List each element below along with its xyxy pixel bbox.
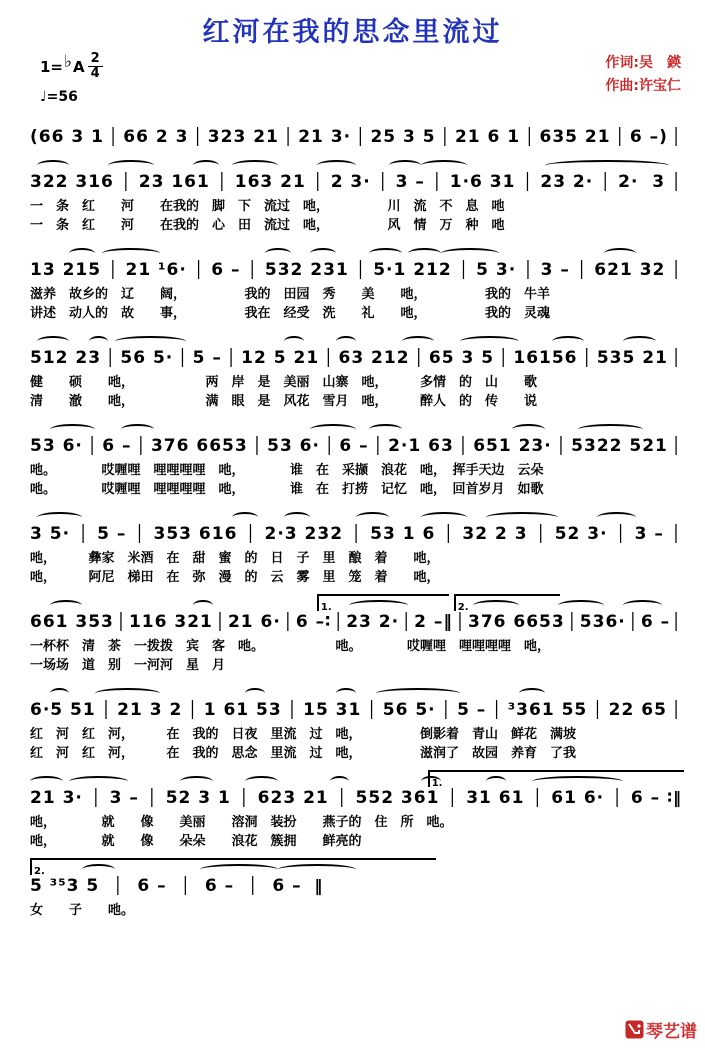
measure: 536·	[579, 612, 626, 632]
end-barline: │	[671, 524, 682, 543]
barline: │	[612, 788, 623, 807]
slur-arc-icon	[284, 336, 304, 347]
music-system-3	[30, 245, 682, 323]
measure: 6 –	[211, 260, 241, 280]
barline: │	[215, 612, 226, 631]
lyric-line-verse-2: 吔， 阿尼 梯田 在 弥 漫 的 云 雾 里 笼 着 吔，	[30, 570, 440, 585]
slur-arc-icon	[50, 600, 83, 611]
lyric-line-verse-2: 清 澈 吔， 满 眼 是 风花 雪月 吔， 醉人 的 传 说	[30, 394, 538, 409]
measure: 21 3 2	[117, 700, 183, 720]
measure: 6 –∶	[295, 612, 332, 632]
barline: │	[336, 788, 348, 807]
slur-arc-icon	[121, 424, 154, 435]
qinyipu-logo-icon	[625, 1020, 644, 1039]
measure: 163 21	[234, 172, 306, 192]
watermark	[625, 1017, 697, 1042]
barline: │	[180, 876, 192, 895]
notation-line	[30, 597, 682, 632]
barline: │	[614, 127, 626, 146]
lyric-line-verse-2: 讲述 动人的 故 事， 我在 经受 洗 礼 吔， 我的 灵魂	[30, 306, 551, 321]
end-barline: │	[671, 260, 682, 279]
music-system-10	[30, 861, 682, 920]
measure: 31 61	[466, 788, 525, 808]
measure: 6 –	[204, 876, 235, 896]
slur-arc-icon	[69, 248, 95, 259]
slur-arc-icon	[317, 160, 356, 171]
barline: │	[147, 788, 158, 807]
barline: │	[78, 524, 89, 543]
measure: 6 –	[339, 436, 369, 456]
measure: 5 ³⁵3 5	[30, 876, 100, 896]
slur-arc-icon	[310, 248, 336, 259]
measure: 3 –	[109, 788, 139, 808]
barline: │	[458, 436, 469, 455]
measure: 552 361	[355, 788, 440, 808]
barline: │	[523, 260, 534, 279]
measure: 2·1 63	[388, 436, 454, 456]
slur-arc-icon	[102, 248, 161, 259]
lyric-line-verse-2: 红 河 红 河， 在 我的 思念 里流 过 吔， 滋润了 故园 养育 了我	[30, 746, 577, 761]
time-signature	[88, 52, 103, 81]
barline: │	[592, 700, 604, 719]
slur-arc-icon	[50, 688, 70, 699]
slur-arc-icon	[519, 688, 545, 699]
barline: │	[443, 524, 455, 543]
barline: │	[455, 612, 466, 631]
slur-arc-icon	[597, 512, 636, 523]
slur-arc-icon	[232, 160, 278, 171]
measure: 25 3 5	[370, 127, 436, 147]
barline: │	[627, 612, 639, 631]
measure: ³361 55	[507, 700, 588, 720]
music-system-8	[30, 685, 682, 763]
notation-line	[30, 861, 682, 896]
end-barline: ∶‖	[667, 788, 682, 807]
measure: 65 3 5	[428, 348, 495, 368]
tempo-marking: ♩=56	[40, 89, 78, 105]
slur-arc-icon	[108, 160, 154, 171]
measure: 52 3 1	[165, 788, 231, 808]
measure-row	[30, 700, 682, 720]
slur-arc-icon	[336, 336, 356, 347]
volta-label: 2.	[34, 866, 45, 877]
volta-label: 2.	[457, 602, 469, 613]
slur-arc-icon	[310, 424, 356, 435]
measure: 116 321	[128, 612, 213, 632]
music-system-5	[30, 421, 682, 499]
measure: 323 21	[207, 127, 279, 147]
measure: (66 3 1	[30, 127, 104, 147]
measure-row	[30, 876, 323, 896]
slur-arc-icon	[558, 600, 604, 611]
barline: │	[226, 348, 237, 367]
barline: │	[113, 876, 124, 895]
measure: 13 215	[30, 260, 102, 280]
slur-arc-icon	[37, 160, 70, 171]
barline: │	[566, 612, 578, 631]
end-barline: │	[671, 612, 682, 631]
barline: │	[238, 788, 250, 807]
slur-arc-icon	[545, 160, 669, 171]
barline: │	[581, 348, 593, 367]
composer-credit: 作曲:许宝仁	[605, 78, 681, 94]
barline: │	[177, 348, 189, 367]
measure: 56 5·	[120, 348, 174, 368]
barline: │	[576, 260, 588, 279]
measure-row	[30, 127, 682, 147]
slur-arc-icon	[180, 776, 213, 787]
slur-arc-icon	[336, 688, 356, 699]
measure: 651 23·	[473, 436, 552, 456]
slur-arc-icon	[193, 160, 219, 171]
measure: 5 3·	[476, 260, 517, 280]
slur-arc-icon	[30, 776, 63, 787]
slur-arc-icon	[82, 864, 115, 875]
music-system-7	[30, 597, 682, 675]
slur-arc-icon	[376, 688, 461, 699]
barline: │	[135, 436, 147, 455]
barline: │	[116, 612, 127, 631]
barline: │	[101, 700, 112, 719]
key-prefix: 1=	[40, 57, 64, 76]
measure: 3 –	[634, 524, 664, 544]
measure: 21 6 1	[454, 127, 521, 147]
barline: │	[87, 436, 98, 455]
measure: 1 61 53	[203, 700, 282, 720]
measure: 52 3·	[554, 524, 608, 544]
measure: 322 316	[30, 172, 114, 192]
slur-arc-icon	[512, 424, 545, 435]
volta-label: 1.	[431, 778, 443, 789]
measure: 5 –	[192, 348, 222, 368]
notation-line	[30, 685, 682, 720]
slur-arc-icon	[421, 776, 441, 787]
measure: 32 2 3	[462, 524, 528, 544]
measure: 53 6·	[267, 436, 320, 456]
slur-arc-icon	[232, 512, 258, 523]
slur-arc-icon	[265, 248, 291, 259]
slur-arc-icon	[421, 512, 467, 523]
barline: │	[401, 612, 412, 631]
measure: 535 21	[596, 348, 668, 368]
slur-arc-icon	[473, 600, 519, 611]
measure: 621 32	[594, 260, 666, 280]
measure: 15 31	[303, 700, 362, 720]
measure: 22 65	[608, 700, 667, 720]
key-signature	[40, 52, 103, 81]
slur-arc-icon	[89, 336, 109, 347]
measure-row	[30, 260, 682, 280]
barline: │	[323, 348, 335, 367]
measure: 1·6 31	[449, 172, 516, 192]
credits-block	[605, 52, 681, 98]
lyric-line-verse-2: 一场场 道 别 一河河 星 月	[30, 658, 226, 673]
lyric-line-verse-1: 滋养 故乡的 辽 阔， 我的 田园 秀 美 吔， 我的 牛羊	[30, 287, 551, 302]
lyric-line-verse-1: 吔。 哎喱哩 哩哩哩哩 吔， 谁 在 采撷 浪花 吔， 挥手天边 云朵	[30, 463, 544, 478]
measure: 21 3·	[30, 788, 83, 808]
barline: │	[498, 348, 510, 367]
measure: 353 616	[153, 524, 238, 544]
end-barline: │	[671, 436, 682, 455]
end-barline: │	[671, 172, 682, 191]
song-title: 红河在我的思念里流过	[202, 17, 503, 48]
measure: 6 –	[272, 876, 302, 896]
measure: 53 1 6	[370, 524, 436, 544]
measure: 23 2·	[346, 612, 400, 632]
barline: │	[413, 348, 425, 367]
notation-line	[30, 773, 682, 808]
measure: 661 353	[30, 612, 114, 632]
barline: │	[439, 127, 451, 146]
music-system-4	[30, 333, 682, 411]
end-barline: │	[671, 348, 682, 367]
slur-arc-icon	[402, 336, 435, 347]
measure: 623 21	[257, 788, 329, 808]
slur-arc-icon	[552, 336, 585, 347]
measure-row	[30, 172, 682, 192]
barline: │	[252, 436, 263, 455]
barline: │	[245, 524, 257, 543]
lyric-line-verse-1: 吔， 彝家 米酒 在 甜 蜜 的 日 子 里 酿 着 吔，	[30, 551, 440, 566]
barline: │	[522, 172, 534, 191]
slur-arc-icon	[330, 776, 350, 787]
barline: │	[247, 876, 259, 895]
barline: │	[600, 172, 611, 191]
measure: 3 5·	[30, 524, 71, 544]
measure: 66 2 3	[123, 127, 189, 147]
notation-line	[30, 333, 682, 368]
measure: 6 –	[102, 436, 132, 456]
lyric-line-verse-1: 女 子 吔。	[30, 903, 135, 918]
slur-arc-icon	[369, 248, 402, 259]
barline: │	[134, 524, 146, 543]
slur-arc-icon	[69, 776, 128, 787]
barline: │	[373, 436, 384, 455]
slur-arc-icon	[284, 512, 310, 523]
measure-row	[30, 436, 682, 456]
measure-row	[30, 524, 682, 544]
slur-arc-icon	[50, 424, 96, 435]
measure: 6 –)	[629, 127, 668, 147]
measure: 2 3·	[330, 172, 371, 192]
barline: │	[355, 127, 367, 146]
lyric-line-verse-1: 健 硕 吔， 两 岸 是 美丽 山寨 吔， 多情 的 山 歌	[30, 375, 538, 390]
slur-arc-icon	[278, 864, 356, 875]
barline: │	[432, 172, 443, 191]
barline: │	[283, 127, 294, 146]
watermark-text: 琴艺谱	[646, 1022, 697, 1042]
measure: 2 –‖	[414, 612, 453, 632]
lyric-line-verse-2: 一 条 红 河 在我的 心 田 流过 吔， 风 情 万 种 吔	[30, 218, 505, 233]
measure: 3 –	[540, 260, 570, 280]
notation-line	[30, 421, 682, 456]
measure: 5 –	[97, 524, 127, 544]
barline: │	[121, 172, 132, 191]
barline: │	[90, 788, 102, 807]
measure: 6·5 51	[30, 700, 96, 720]
key-note: A	[73, 57, 85, 76]
measure: 376 6653	[468, 612, 565, 632]
score-body	[30, 112, 682, 930]
measure: 532 231	[264, 260, 349, 280]
meter-numerator: 2	[88, 52, 103, 67]
measure: 16156	[513, 348, 578, 368]
lyric-line-verse-1: 吔， 就 像 美丽 溶洞 装扮 燕子的 住 所 吔。	[30, 815, 453, 830]
end-barline: │	[671, 127, 682, 146]
measure: 512 23	[30, 348, 102, 368]
slur-arc-icon	[486, 776, 506, 787]
barline: │	[193, 260, 205, 279]
slur-arc-icon	[623, 336, 656, 347]
measure: 21 ¹6·	[125, 260, 187, 280]
slur-arc-icon	[245, 688, 265, 699]
measure: 5·1 212	[373, 260, 452, 280]
slur-arc-icon	[460, 336, 519, 347]
barline: │	[192, 127, 204, 146]
barline: │	[312, 172, 324, 191]
measure: 56 5·	[382, 700, 436, 720]
measure: 6 –	[137, 876, 167, 896]
lyric-line-verse-1: 一 条 红 河 在我的 脚 下 流过 吔， 川 流 不 息 吔	[30, 199, 505, 214]
measure: 53 6·	[30, 436, 83, 456]
slur-arc-icon	[200, 864, 278, 875]
measure: 5 –	[457, 700, 487, 720]
music-system-6	[30, 509, 682, 587]
barline: │	[366, 700, 378, 719]
barline: │	[333, 612, 344, 631]
slur-arc-icon	[389, 160, 422, 171]
slur-arc-icon	[37, 336, 70, 347]
notation-line	[30, 245, 682, 280]
slur-arc-icon	[356, 512, 389, 523]
slur-arc-icon	[193, 600, 213, 611]
barline: │	[535, 524, 547, 543]
music-system-1	[30, 112, 682, 147]
measure: 5322 521	[571, 436, 668, 456]
barline: │	[247, 260, 258, 279]
measure: 21 6·	[227, 612, 281, 632]
measure-row	[30, 612, 682, 632]
barline: │	[283, 612, 294, 631]
measure: 12 5 21	[241, 348, 320, 368]
measure: 2·3 232	[264, 524, 344, 544]
music-system-2	[30, 157, 682, 235]
measure: 23 2·	[540, 172, 594, 192]
slur-arc-icon	[604, 248, 637, 259]
measure: 23 161	[138, 172, 210, 192]
notation-line	[30, 112, 682, 147]
flat-icon: ♭	[64, 51, 73, 72]
barline: │	[108, 127, 119, 146]
slur-arc-icon	[623, 600, 662, 611]
measure: 635 21	[539, 127, 611, 147]
slur-arc-icon	[408, 248, 441, 259]
notation-line	[30, 509, 682, 544]
slur-arc-icon	[95, 688, 160, 699]
slur-arc-icon	[369, 424, 402, 435]
measure: 6 –	[640, 612, 671, 632]
slur-arc-icon	[245, 776, 278, 787]
barline: │	[216, 172, 228, 191]
barline: │	[107, 260, 119, 279]
barline: │	[351, 524, 362, 543]
lyricist-credit: 作词:吴 鍈	[605, 55, 681, 71]
measure: 376 6653	[150, 436, 248, 456]
barline: │	[287, 700, 298, 719]
barline: │	[524, 127, 536, 146]
slur-arc-icon	[37, 512, 83, 523]
slur-arc-icon	[115, 336, 187, 347]
barline: │	[324, 436, 336, 455]
lyric-line-verse-1: 红 河 红 河， 在 我的 日夜 里流 过 吔， 倒影着 青山 鲜花 满坡	[30, 727, 577, 742]
slur-arc-icon	[349, 600, 408, 611]
barline: │	[532, 788, 544, 807]
barline: │	[458, 260, 470, 279]
barline: │	[355, 260, 367, 279]
barline: │	[447, 788, 459, 807]
end-barline: │	[671, 700, 682, 719]
measure: 21 3·	[298, 127, 352, 147]
meter-denominator: 4	[90, 66, 100, 81]
barline: │	[615, 524, 627, 543]
barline: │	[105, 348, 117, 367]
slur-arc-icon	[441, 248, 500, 259]
music-system-9	[30, 773, 682, 851]
slur-arc-icon	[486, 512, 558, 523]
lyric-line-verse-2: 吔。 哎喱哩 哩哩哩哩 吔， 谁 在 打捞 记忆 吔， 回首岁月 如歌	[30, 482, 544, 497]
barline: │	[187, 700, 199, 719]
slur-arc-icon	[532, 776, 623, 787]
measure: 2· 3	[618, 172, 666, 192]
volta-label: 1.	[320, 602, 332, 613]
barline: │	[556, 436, 567, 455]
measure-row	[30, 348, 682, 368]
barline: │	[491, 700, 503, 719]
slur-arc-icon	[578, 424, 643, 435]
barline: │	[441, 700, 452, 719]
measure: 63 212	[338, 348, 410, 368]
lyric-line-verse-1: 一杯杯 清 茶 一拨拨 宾 客 吔。 吔。 哎喱哩 哩哩哩哩 吔，	[30, 639, 551, 654]
key-signature-block	[40, 52, 103, 105]
slur-arc-icon	[421, 160, 467, 171]
barline: │	[377, 172, 389, 191]
measure-row	[30, 788, 682, 808]
end-barline: ‖	[314, 876, 324, 895]
notation-line	[30, 157, 682, 192]
lyric-line-verse-2: 吔， 就 像 朵朵 浪花 簇拥 鲜亮的	[30, 834, 362, 849]
measure: 61 6·	[551, 788, 605, 808]
measure: 3 –	[395, 172, 425, 192]
measure: 6 –	[630, 788, 661, 808]
